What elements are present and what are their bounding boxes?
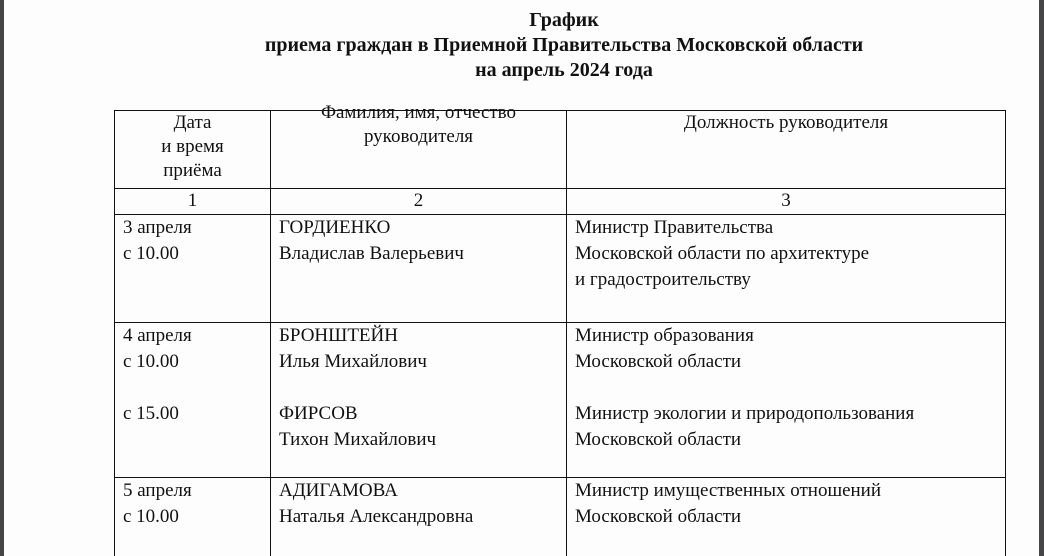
official-surname: ГОРДИЕНКО [279,217,391,238]
official-surname: АДИГАМОВА [279,480,398,501]
reception-time: с 10.00 [123,351,179,372]
official-name: Тихон Михайлович [279,429,437,450]
name-cell [271,215,567,323]
column-number: 3 [567,189,1006,215]
reception-date: 4 апреля [123,325,192,346]
header-full-name: Фамилия, имя, отчество руководителя [271,111,567,189]
official-surname: ФИРСОВ [279,403,358,424]
document-page [4,0,1039,556]
reception-time: с 15.00 [123,403,179,424]
reception-date: 3 апреля [123,217,192,238]
title-line-3: на апрель 2024 года [475,59,653,81]
position-line: Министр экологии и природопользования [575,403,915,424]
position-line: Московской области [575,429,742,450]
date-time-cell [115,478,271,556]
column-number: 2 [271,189,567,215]
reception-date: 5 апреля [123,480,192,501]
position-line: и градостроительству [575,269,751,290]
header-position: Должность руководителя [567,111,1006,189]
name-cell [271,323,567,478]
table-row [115,323,1006,478]
official-name: Владислав Валерьевич [279,243,464,264]
table-header-row [115,111,1006,189]
position-line: Министр имущественных отношений [575,480,882,501]
position-line: Московской области [575,506,742,527]
position-line: Московской области [575,351,742,372]
table-row [115,478,1006,556]
column-number: 1 [115,189,271,215]
name-cell [271,478,567,556]
position-line: Московской области по архитектуре [575,243,870,264]
reception-time: с 10.00 [123,243,179,264]
title-line-2: приема граждан в Приемной Правительства Московской области [264,34,864,56]
position-line: Министр образования [575,325,754,346]
table-row [115,215,1006,323]
reception-time: с 10.00 [123,506,179,527]
document-title [4,8,1044,83]
position-line: Министр Правительства [575,217,774,238]
date-time-cell [115,215,271,323]
header-date-time: Дата и время приёма [115,111,271,189]
position-cell [567,215,1006,323]
title-line-1: График [529,9,599,31]
position-cell [567,323,1006,478]
position-cell [567,478,1006,556]
column-number-row [115,189,1006,215]
official-name: Наталья Александровна [279,506,474,527]
official-surname: БРОНШТЕЙН [279,325,398,346]
schedule-table [114,102,1006,556]
date-time-cell [115,323,271,478]
viewer-scrollbar[interactable] [1039,0,1044,556]
official-name: Илья Михайлович [279,351,427,372]
